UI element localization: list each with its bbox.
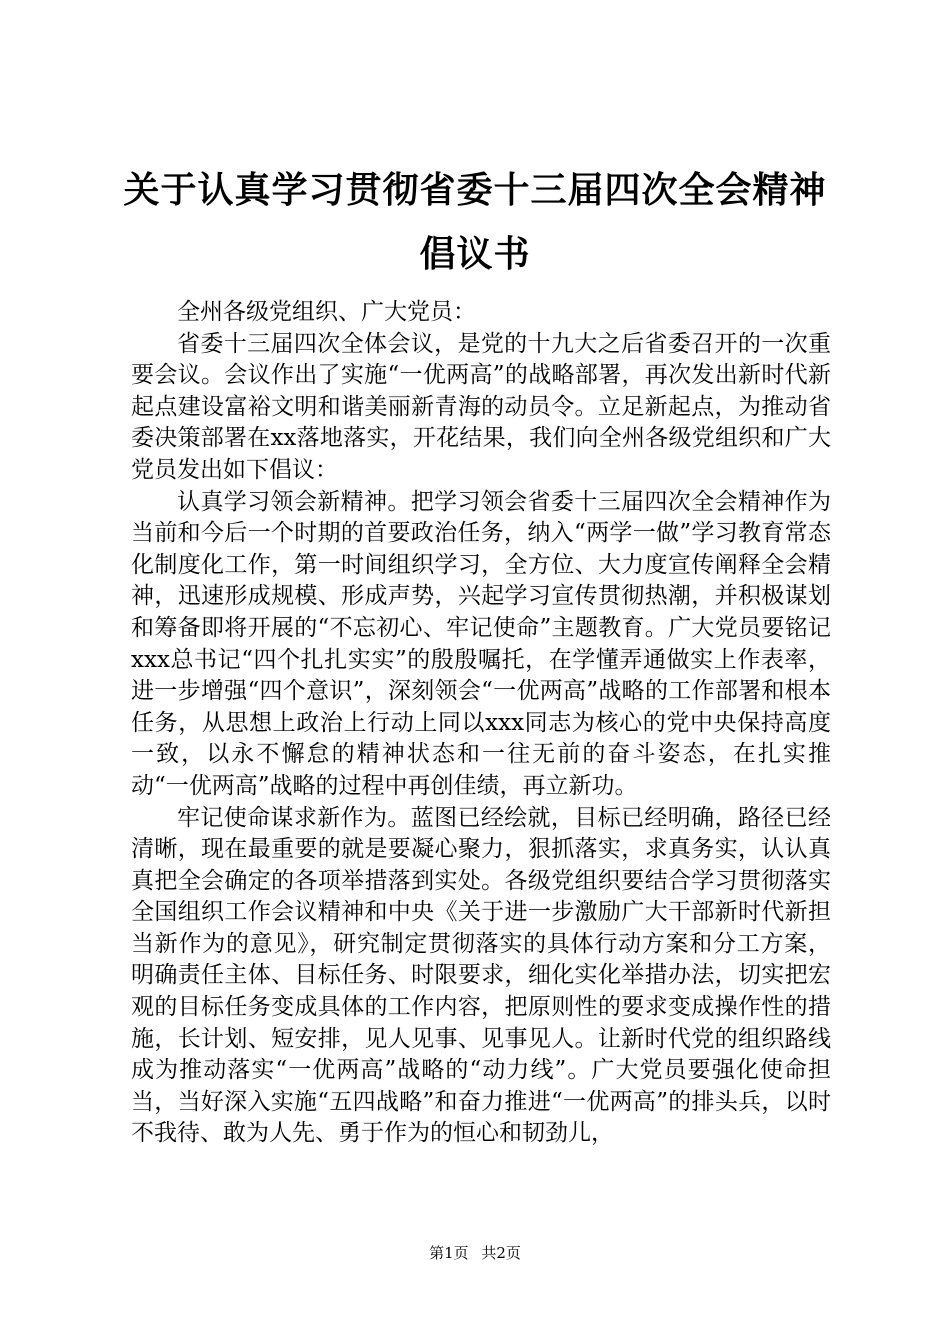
paragraph-intro: 省委十三届四次全体会议，是党的十九大之后省委召开的一次重要会议。会议作出了实施“一优两高”的战略部署，再次发出新时代新起点建设富裕文明和谐美丽新青海的动员令。立足新起点，为推动省委决策部署在xx落地落实，开花结果，我们向全州各级党组织和广大党员发出如下倡议： [131,330,831,483]
paragraph-mission: 牢记使命谋求新作为。蓝图已经绘就，目标已经明确，路径已经清晰，现在最重要的就是要凝心聚力，狠抓落实，求真务实，认认真真把全会确定的各项举措落到实处。各级党组织要结合学习贯彻落实全国组织工作会议精神和中央《关于进一步激励广大干部新时代新担当新作为的意见》，研究制定贯彻落实的具体行动方案和分工方案，明确责任主体、目标任务、时限要求，细化实化举措办法，切实把宏观的目标任务变成具体的工作内容，把原则性的要求变成操作性的措施，长计划、短安排，见人见事、见事见人。让新时代党的组织路线成为推动落实“一优两高”战略的“动力线”。广大党员要强化使命担当，当好深入实施“五四战略”和奋力推进“一优两高”的排头兵，以时不我待、敢为人先、勇于作为的恒心和韧劲儿， [131,804,831,1147]
page-number: 第1页 [429,1244,469,1262]
document-body [131,297,831,1150]
document-title: 关于认真学习贯彻省委十三届四次全会精神倡议书 [123,169,827,275]
page-total: 共2页 [481,1244,521,1262]
paragraph-study: 认真学习领会新精神。把学习领会省委十三届四次全会精神作为当前和今后一个时期的首要政治任务，纳入“两学一做”学习教育常态化制度化工作，第一时间组织学习，全方位、大力度宣传阐释全会精神，迅速形成规模、形成声势，兴起学习宣传贯彻热潮，并积极谋划和筹备即将开展的“不忘初心、牢记使命”主题教育。广大党员要铭记xxx总书记“四个扎扎实实”的殷殷嘱托，在学懂弄通做实上作表率，进一步增强“四个意识”，深刻领会“一优两高”战略的工作部署和根本任务，从思想上政治上行动上同以xxx同志为核心的党中央保持高度一致，以永不懈怠的精神状态和一往无前的奋斗姿态，在扎实推动“一优两高”战略的过程中再创佳绩，再立新功。 [131,488,831,799]
salutation: 全州各级党组织、广大党员： [177,299,476,325]
page-footer [0,1243,950,1263]
